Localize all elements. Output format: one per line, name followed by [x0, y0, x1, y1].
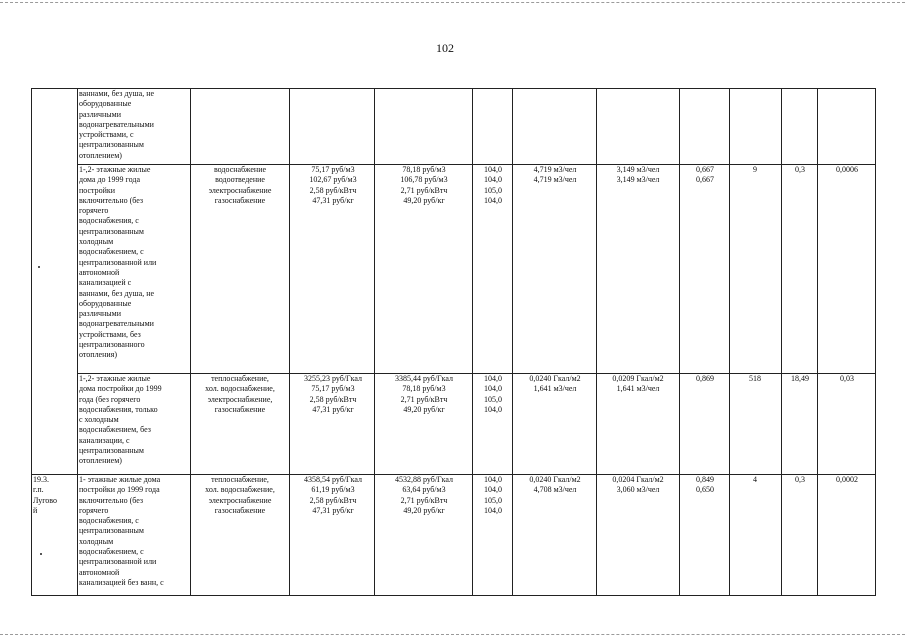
norm-b-cell — [598, 475, 678, 496]
cell-text-line: водоснабжением, с — [79, 247, 144, 257]
cell-text-line: водонагревательными — [79, 119, 154, 129]
cell-text-line: 49,20 руб/кг — [403, 404, 445, 414]
cell-text-line: 3,060 м3/чел — [616, 485, 660, 495]
cell-text-line: 0,0002 — [836, 475, 858, 484]
index-cell — [475, 165, 511, 206]
cell-text-line: холодным — [79, 536, 114, 546]
cell-text-line: канализацией с — [79, 278, 132, 288]
cell-text-line: дома до 1999 года — [79, 175, 141, 185]
cell-text-line: 106,78 руб/м3 — [400, 175, 448, 185]
cell-text-line: централизованной или — [79, 257, 157, 267]
cell-text-line: 1-,2- этажные жилые — [79, 374, 151, 383]
cell-text-line: водоснабжения, только — [79, 404, 158, 414]
cell-text-line: 0,667 — [696, 175, 714, 185]
cell-text-line: 105,0 — [484, 185, 502, 195]
cell-text-line: теплоснабжение, — [211, 374, 269, 383]
cell-text-line: 518 — [749, 374, 761, 383]
cell-text-line: дома постройки до 1999 — [79, 384, 162, 394]
cell-text-line: 104,0 — [484, 175, 502, 185]
cell-text-line: 78,18 руб/м3 — [402, 165, 446, 174]
cell-text-line: 3255,23 руб/Гкал — [303, 374, 363, 383]
index-cell — [475, 475, 511, 516]
scan-speck — [40, 553, 42, 555]
cell-text-line: 18,49 — [791, 374, 809, 383]
scan-edge-top — [0, 2, 905, 3]
cell-text-line: 0,0006 — [836, 165, 858, 174]
cell-text-line: централизованным — [79, 226, 144, 236]
cell-text-line: холодным — [79, 237, 114, 247]
index-cell — [475, 374, 511, 415]
description-cell — [79, 165, 189, 361]
cell-text-line: канализацией без ванн, с — [79, 577, 164, 587]
cell-text-line: водоснабжением, без — [79, 425, 151, 435]
cell-text-line: электроснабжение — [208, 495, 272, 505]
cell-text-line: 3,149 м3/чел — [616, 175, 660, 185]
cell-text-line: электроснабжение, — [207, 394, 273, 404]
norm-a-cell — [515, 475, 595, 496]
cell-text-line: 49,20 руб/кг — [403, 195, 445, 205]
cell-text-line: 2,58 руб/кВтч — [309, 185, 357, 195]
services-cell — [194, 165, 286, 206]
cell-text-line: водонагревательными — [79, 319, 154, 329]
cell-text-line: газоснабжение — [214, 505, 266, 515]
cell-text-line: отоплением) — [79, 456, 122, 466]
count-cell — [731, 374, 779, 384]
cell-text-line: хол. водоснабжение, — [205, 485, 275, 495]
cell-text-line: 2,58 руб/кВтч — [309, 495, 357, 505]
coefficient-cell — [682, 475, 728, 496]
cell-text-line: включительно (без — [79, 495, 144, 505]
cell-text-line: централизованным — [79, 446, 144, 456]
tariff-base-cell — [293, 374, 373, 415]
cell-text-line: г.п. — [33, 485, 44, 495]
cell-text-line: 78,18 руб/м3 — [402, 384, 446, 394]
cell-text-line: ваннами, без душа, не — [79, 288, 155, 298]
cell-text-line: 2,71 руб/кВтч — [400, 495, 448, 505]
cell-text-line: 47,31 руб/кг — [312, 404, 354, 414]
cell-text-line: 1- этажные жилые дома — [79, 475, 161, 484]
description-cell — [79, 475, 189, 588]
cell-text-line: автономной — [79, 267, 120, 277]
cell-text-line: й — [33, 505, 38, 515]
description-cell — [79, 89, 189, 161]
count-cell — [731, 475, 779, 485]
norm-b-cell — [598, 374, 678, 395]
cell-text-line: хол. водоснабжение, — [205, 384, 275, 394]
norm-a-cell — [515, 165, 595, 186]
area-cell — [783, 165, 817, 175]
cell-text-line: 0,03 — [840, 374, 854, 383]
cell-text-line: теплоснабжение, — [211, 475, 269, 484]
cell-text-line: горячего — [79, 505, 109, 515]
count-cell — [731, 165, 779, 175]
cell-text-line: водоснабжение — [213, 165, 267, 174]
cell-text-line: 104,0 — [484, 505, 502, 515]
cell-text-line: 104,0 — [484, 195, 502, 205]
cell-text-line: 104,0 — [484, 475, 502, 484]
cell-text-line: водоснабжения, с — [79, 216, 139, 226]
cell-text-line: 0,869 — [696, 374, 714, 383]
cell-text-line: централизованного — [79, 340, 145, 350]
cell-text-line: 0,849 — [696, 475, 714, 484]
cell-text-line: 104,0 — [484, 165, 502, 174]
row-label-cell — [33, 475, 63, 516]
page-number: 102 — [436, 41, 454, 55]
cell-text-line: устройствами, без — [79, 329, 141, 339]
share-cell — [819, 475, 875, 485]
cell-text-line: 0,667 — [696, 165, 714, 174]
cell-text-line: канализации, с — [79, 435, 130, 445]
cell-text-line: 4,719 м3/чел — [533, 175, 577, 185]
cell-text-line: оборудованные — [79, 298, 132, 308]
cell-text-line: 4,708 м3/чел — [533, 485, 577, 495]
cell-text-line: Лугово — [33, 495, 58, 505]
cell-text-line: автономной — [79, 567, 120, 577]
tariff-new-cell — [376, 475, 472, 516]
cell-text-line: с холодным — [79, 415, 119, 425]
coefficient-cell — [682, 165, 728, 186]
services-cell — [194, 475, 286, 516]
cell-text-line: 47,31 руб/кг — [312, 195, 354, 205]
scan-speck — [38, 266, 40, 268]
cell-text-line: 2,58 руб/кВтч — [309, 394, 357, 404]
cell-text-line: водоотведение — [215, 175, 265, 185]
cell-text-line: 1,641 м3/чел — [616, 384, 660, 394]
cell-text-line: газоснабжение — [214, 404, 266, 414]
cell-text-line: 104,0 — [484, 404, 502, 414]
cell-text-line: электроснабжение — [208, 185, 272, 195]
tariff-new-cell — [376, 374, 472, 415]
cell-text-line: 1-,2- этажные жилые — [79, 165, 151, 174]
cell-text-line: 0,0209 Гкал/м2 — [612, 374, 664, 383]
tariff-base-cell — [293, 475, 373, 516]
coefficient-cell — [682, 374, 728, 384]
cell-text-line: 2,71 руб/кВтч — [400, 185, 448, 195]
cell-text-line: 3,149 м3/чел — [616, 165, 660, 174]
cell-text-line: 4 — [753, 475, 757, 484]
cell-text-line: 61,19 руб/м3 — [311, 485, 355, 495]
cell-text-line: 4358,54 руб/Гкал — [303, 475, 363, 484]
cell-text-line: 2,71 руб/кВтч — [400, 394, 448, 404]
cell-text-line: 104,0 — [484, 374, 502, 383]
cell-text-line: 3385,44 руб/Гкал — [394, 374, 454, 383]
cell-text-line: 0,0240 Гкал/м2 — [529, 475, 581, 484]
norm-b-cell — [598, 165, 678, 186]
cell-text-line: оборудованные — [79, 99, 132, 109]
cell-text-line: 9 — [753, 165, 757, 174]
cell-text-line: ваннами, без душа, не — [79, 89, 155, 98]
cell-text-line: 0,3 — [795, 475, 805, 484]
tariff-base-cell — [293, 165, 373, 206]
cell-text-line: 75,17 руб/м3 — [311, 384, 355, 394]
share-cell — [819, 165, 875, 175]
cell-text-line: централизованным — [79, 140, 144, 150]
cell-text-line: 1,641 м3/чел — [533, 384, 577, 394]
cell-text-line: газоснабжение — [214, 195, 266, 205]
cell-text-line: различными — [79, 309, 122, 319]
cell-text-line: отопления) — [79, 350, 118, 360]
share-cell — [819, 374, 875, 384]
cell-text-line: 104,0 — [484, 384, 502, 394]
cell-text-line: централизованной или — [79, 557, 157, 567]
cell-text-line: 19.3. — [33, 475, 49, 484]
area-cell — [783, 374, 817, 384]
tariff-new-cell — [376, 165, 472, 206]
services-cell — [194, 374, 286, 415]
cell-text-line: года (без горячего — [79, 394, 141, 404]
cell-text-line: 105,0 — [484, 394, 502, 404]
cell-text-line: отоплением) — [79, 150, 122, 160]
norm-a-cell — [515, 374, 595, 395]
cell-text-line: 4532,88 руб/Гкал — [394, 475, 454, 484]
cell-text-line: водоснабжением, с — [79, 547, 144, 557]
cell-text-line: 49,20 руб/кг — [403, 505, 445, 515]
cell-text-line: 47,31 руб/кг — [312, 505, 354, 515]
cell-text-line: 63,64 руб/м3 — [402, 485, 446, 495]
cell-text-line: постройки до 1999 года — [79, 485, 160, 495]
area-cell — [783, 475, 817, 485]
cell-text-line: 0,0240 Гкал/м2 — [529, 374, 581, 383]
cell-text-line: 75,17 руб/м3 — [311, 165, 355, 174]
cell-text-line: 4,719 м3/чел — [533, 165, 577, 174]
cell-text-line: водоснабжения, с — [79, 516, 139, 526]
cell-text-line: 0,3 — [795, 165, 805, 174]
tariff-table — [31, 88, 876, 596]
cell-text-line: постройки — [79, 185, 116, 195]
cell-text-line: включительно (без — [79, 195, 144, 205]
description-cell — [79, 374, 189, 467]
cell-text-line: 0,650 — [696, 485, 714, 495]
cell-text-line: централизованным — [79, 526, 144, 536]
cell-text-line: 105,0 — [484, 495, 502, 505]
cell-text-line: различными — [79, 109, 122, 119]
cell-text-line: устройствами, с — [79, 130, 134, 140]
cell-text-line: 0,0204 Гкал/м2 — [612, 475, 664, 484]
cell-text-line: 104,0 — [484, 485, 502, 495]
cell-text-line: 102,67 руб/м3 — [309, 175, 357, 185]
scan-edge-bottom — [0, 634, 905, 635]
cell-text-line: горячего — [79, 206, 109, 216]
